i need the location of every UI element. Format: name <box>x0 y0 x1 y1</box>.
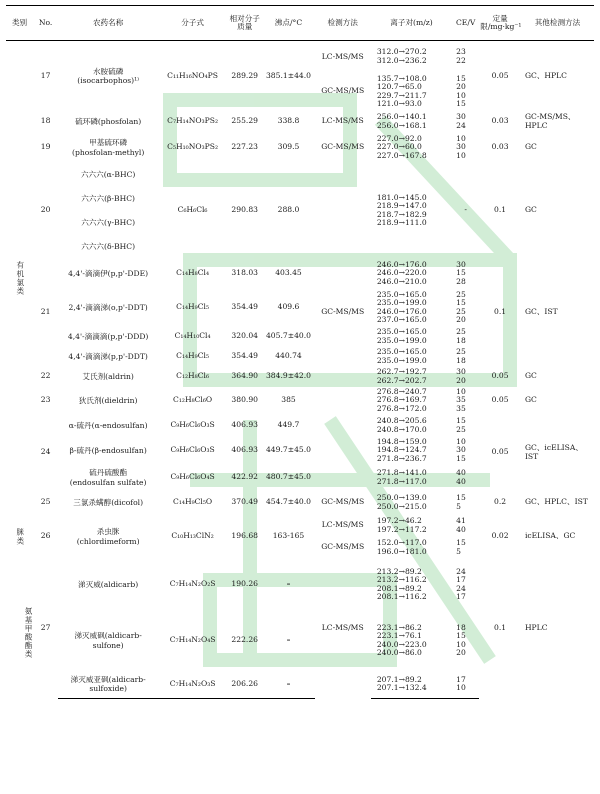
ce: 41 40 <box>456 516 466 534</box>
mass: 255.29 <box>231 116 258 126</box>
formula: C₁₂H₈Cl₆ <box>176 371 210 381</box>
pesticide-table <box>6 5 594 699</box>
formula: C₁₄H₉Cl₅O <box>173 497 213 507</box>
boiling-point: 449.7 <box>277 420 300 430</box>
formula: C₁₄H₉Cl₅ <box>176 302 210 312</box>
mass: 422.92 <box>231 472 258 482</box>
ion-pairs: 235.0→165.0 235.0→199.0 246.0→176.0 237.0→165.0 <box>376 289 427 324</box>
method <box>315 163 371 259</box>
row-no: 20 <box>40 205 51 215</box>
ce: 30 24 <box>456 112 466 130</box>
formula: C₁₄H₉Cl₅ <box>176 351 210 361</box>
pesticide-name: 杀虫脒 (chlordimeform) <box>76 527 140 546</box>
row-no: 27 <box>40 623 51 633</box>
mass: 406.93 <box>231 445 258 455</box>
ce: 25 15 25 20 <box>456 289 466 324</box>
other-methods: icELISA、GC <box>524 531 576 541</box>
pesticide-name: 4,4'-滴滴伊(p,p'-DDE) <box>68 268 149 278</box>
method: LC-MS/MS <box>321 623 364 633</box>
boiling-point: 480.7±45.0 <box>265 472 311 482</box>
col-method: 检测方法 <box>315 6 371 41</box>
row-no: 26 <box>40 531 51 541</box>
pesticide-name: 三氯杀螨醇(dicofol) <box>73 497 144 507</box>
col-ce: CE/V <box>452 6 479 41</box>
formula: C₉H₆Cl₆O₄S <box>170 472 215 482</box>
table-row <box>6 163 594 187</box>
other-methods: HPLC <box>524 623 548 633</box>
loq: 0.02 <box>491 531 509 541</box>
other-methods: GC <box>524 205 537 215</box>
ion-pairs: 246.0→176.0 246.0→220.0 246.0→210.0 <box>376 259 427 286</box>
loq: 0.2 <box>494 497 507 507</box>
other-methods: GC、HPLC <box>524 70 567 80</box>
category-carbamate: 氨基甲酸酯类 <box>24 606 34 659</box>
method: LC-MS/MS <box>321 51 364 61</box>
method: GC-MS/MS <box>321 542 365 552</box>
ion-pairs: 235.0→165.0 235.0→199.0 <box>376 327 427 345</box>
ce: 25 18 <box>456 327 466 345</box>
ion-pairs: 262.7→192.7 262.7→202.7 <box>376 367 427 385</box>
pesticide-name: 艾氏剂(aldrin) <box>82 371 134 381</box>
loq: 0.1 <box>494 205 507 215</box>
formula: C₇H₁₄N₂O₂S <box>169 579 216 589</box>
pesticide-name: 狄氏剂(dieldrin) <box>78 395 138 405</box>
category-amidine: 脒类 <box>15 527 25 546</box>
col-name: 农药名称 <box>58 6 158 41</box>
pesticide-name: 4,4'-滴滴滴(p,p'-DDD) <box>67 331 149 341</box>
table-row <box>6 133 594 163</box>
formula: C₉H₆Cl₆O₃S <box>170 420 215 430</box>
loq: 0.05 <box>491 70 509 80</box>
mass: 227.23 <box>231 142 258 152</box>
method <box>315 387 371 415</box>
mass: 222.26 <box>231 635 258 645</box>
table-row <box>6 387 594 415</box>
loq: 0.05 <box>491 395 509 405</box>
row-no: 18 <box>40 116 51 126</box>
method: GC-MS/MS <box>321 86 365 96</box>
ion-pairs: 152.0→117.0 196.0→181.0 <box>376 538 427 556</box>
formula: C₇H₁₄N₂O₄S <box>169 635 216 645</box>
boiling-point: 338.8 <box>277 116 300 126</box>
header-row <box>6 6 594 41</box>
row-no: 24 <box>40 447 51 457</box>
method <box>315 367 371 387</box>
ce: 25 18 <box>456 347 466 365</box>
category-organochlorine: 有机氯类 <box>15 260 25 295</box>
pesticide-name: 甲基硫环磷 (phosfolan-methyl) <box>72 138 145 157</box>
other-methods: GC、HPLC、IST <box>524 497 588 507</box>
pesticide-name: 涕灭威砜(aldicarb- sulfone) <box>74 631 142 650</box>
ion-pairs: 197.2→46.2 197.2→117.2 <box>376 516 427 534</box>
ce: 30 15 28 <box>456 259 466 286</box>
row-no: 17 <box>40 70 51 80</box>
col-loq: 定量限/mg·kg⁻¹ <box>479 6 521 41</box>
row-no: 23 <box>40 395 51 405</box>
ce: 40 40 <box>456 468 466 486</box>
boiling-point: 385.1±44.0 <box>265 70 311 80</box>
table-row <box>6 559 594 611</box>
boiling-point: 384.9±42.0 <box>265 371 311 381</box>
row-no: 19 <box>40 142 51 152</box>
ion-pairs: 271.8→141.0 271.8→117.0 <box>376 468 427 486</box>
ce: 24 17 24 17 <box>456 566 466 601</box>
pesticide-name: 硫环磷(phosfolan) <box>75 116 142 126</box>
formula: C₁₂H₈Cl₆O <box>173 395 213 405</box>
ion-pairs: 213.2→89.2 213.2→116.2 208.1→89.2 208.1→116.2 <box>376 566 427 601</box>
boiling-point: – <box>262 671 314 699</box>
method: LC-MS/MS <box>321 520 364 530</box>
method: LC-MS/MS <box>321 116 364 126</box>
ion-pairs: 223.1→86.2 223.1→76.1 240.0→223.0 240.0→86.0 <box>376 622 427 657</box>
ce: 15 25 <box>456 416 466 434</box>
other-methods: GC、IST <box>524 307 558 317</box>
table-row <box>6 259 594 289</box>
ion-pairs: 227.0→92.0 227.0→60.0 227.0→167.8 <box>376 133 427 160</box>
formula: C₇H₁₄N₂O₃S <box>158 671 227 699</box>
boiling-point: – <box>286 635 291 645</box>
method: GC-MS/MS <box>321 142 365 152</box>
row-no: 21 <box>40 307 51 317</box>
col-category: 类别 <box>6 6 33 41</box>
table-row <box>6 367 594 387</box>
ce: 15 5 <box>456 493 466 511</box>
pesticide-name: α-硫丹(α-endosulfan) <box>68 420 148 430</box>
col-ions: 离子对(m/z) <box>371 6 452 41</box>
other-methods: GC <box>524 371 537 381</box>
formula: C₁₄H₈Cl₄ <box>176 268 210 278</box>
col-bp: 沸点/°C <box>262 6 314 41</box>
mass: 364.90 <box>231 371 258 381</box>
ce: 10 30 15 <box>456 436 466 463</box>
row-no: 22 <box>40 371 51 381</box>
boiling-point: 409.6 <box>277 302 300 312</box>
boiling-point: 288.0 <box>277 205 300 215</box>
boiling-point: 454.7±40.0 <box>265 497 311 507</box>
boiling-point: 403.45 <box>275 268 302 278</box>
method: GC-MS/MS <box>321 307 365 317</box>
formula: C₁₁H₁₆NO₄PS <box>167 70 218 80</box>
boiling-point: 440.74 <box>275 351 302 361</box>
col-mass: 相对分子质量 <box>227 6 262 41</box>
loq: 0.03 <box>491 116 509 126</box>
ion-pairs: 181.0→145.0 218.9→147.0 218.7→182.9 218.9→111.0 <box>376 192 427 227</box>
ce: 15 5 <box>456 538 466 556</box>
mass: 318.03 <box>231 268 258 278</box>
pesticide-name: 2,4'-滴滴涕(o,p'-DDT) <box>68 302 148 312</box>
table-row <box>6 491 594 515</box>
boiling-point: 405.7±40.0 <box>265 331 311 341</box>
loq: 0.1 <box>494 307 507 317</box>
pesticide-name: 六六六(δ-BHC) <box>81 241 136 251</box>
pesticide-name: β-硫丹(β-endosulfan) <box>69 445 147 455</box>
ion-pairs: 276.8→240.7 276.8→169.7 276.8→172.0 <box>376 386 427 413</box>
pesticide-name: 涕灭威亚砜(aldicarb- sulfoxide) <box>58 671 158 699</box>
ce: 15 20 10 15 <box>456 73 466 108</box>
pesticide-name: 硫丹硫酸酯 (endosulfan sulfate) <box>69 468 147 487</box>
ce: - <box>464 205 467 215</box>
ce: 18 15 10 20 <box>456 622 466 657</box>
mass: 380.90 <box>231 395 258 405</box>
formula: C₅H₁₀NO₃PS₂ <box>167 142 218 152</box>
ion-pairs: 240.8→205.6 240.8→170.0 <box>376 416 427 434</box>
other-methods: GC <box>524 142 537 152</box>
pesticide-name: 4,4'-滴滴涕(p,p'-DDT) <box>68 351 148 361</box>
other-methods: GC、icELISA、IST <box>524 443 583 461</box>
table-row <box>6 111 594 133</box>
mass: 196.68 <box>231 531 258 541</box>
pesticide-name: 六六六(α-BHC) <box>80 169 136 179</box>
ion-pairs: 312.0→270.2 312.0→236.2 <box>376 47 427 65</box>
mass: 206.26 <box>227 671 262 699</box>
col-other: 其他检测方法 <box>521 6 594 41</box>
method <box>315 415 371 491</box>
boiling-point: – <box>286 579 291 589</box>
col-no: No. <box>33 6 58 41</box>
ce: 23 22 <box>456 47 466 65</box>
formula: C₇H₁₄NO₃PS₂ <box>167 116 218 126</box>
ion-pairs: 250.0→139.0 250.0→215.0 <box>376 493 427 511</box>
mass: 290.83 <box>231 205 258 215</box>
formula: C₉H₆Cl₆O₃S <box>170 445 215 455</box>
formula: C₆H₆Cl₆ <box>177 205 208 215</box>
pesticide-name: 六六六(γ-BHC) <box>81 217 136 227</box>
ion-pairs: 194.8→159.0 194.8→124.7 271.8→236.7 <box>376 436 427 463</box>
table-row <box>6 415 594 437</box>
formula: C₁₀H₁₃ClN₂ <box>171 531 214 541</box>
col-formula: 分子式 <box>158 6 227 41</box>
other-methods: GC-MS/MS、HPLC <box>524 112 576 130</box>
row-no: 25 <box>40 497 51 507</box>
ion-pairs: 256.0→140.1 256.0→168.1 <box>376 112 427 130</box>
mass: 289.29 <box>231 70 258 80</box>
ion-pairs: 135.7→108.0 120.7→65.0 229.7→211.7 121.0→93.0 <box>376 73 427 108</box>
method: GC-MS/MS <box>321 497 365 507</box>
boiling-point: 385 <box>281 395 296 405</box>
loq: 0.05 <box>491 371 509 381</box>
loq: 0.05 <box>491 447 509 457</box>
boiling-point: 309.5 <box>277 142 300 152</box>
ce: 10 35 35 <box>456 386 466 413</box>
ion-pairs: 207.1→89.2 207.1→132.4 <box>371 671 452 699</box>
boiling-point: 163-165 <box>272 531 305 541</box>
loq: 0.1 <box>494 623 507 633</box>
ce: 30 20 <box>456 367 466 385</box>
ce: 10 30 10 <box>456 133 466 160</box>
mass: 354.49 <box>231 302 258 312</box>
mass: 406.93 <box>231 420 258 430</box>
boiling-point: 449.7±45.0 <box>265 445 311 455</box>
mass: 190.26 <box>231 579 258 589</box>
pesticide-name: 涕灭威(aldicarb) <box>78 579 139 589</box>
pesticide-name: 六六六(β-BHC) <box>81 193 135 203</box>
formula: C₁₄H₁₀Cl₄ <box>174 331 211 341</box>
mass: 370.49 <box>231 497 258 507</box>
mass: 320.04 <box>231 331 258 341</box>
loq: 0.03 <box>491 142 509 152</box>
pesticide-name: 水胺硫磷 (isocarbophos)¹⁾ <box>77 66 140 85</box>
ce: 17 10 <box>452 671 479 699</box>
table-row <box>6 515 594 537</box>
ion-pairs: 235.0→165.0 235.0→199.0 <box>376 347 427 365</box>
table-row <box>6 41 594 73</box>
mass: 354.49 <box>231 351 258 361</box>
other-methods: GC <box>524 395 537 405</box>
